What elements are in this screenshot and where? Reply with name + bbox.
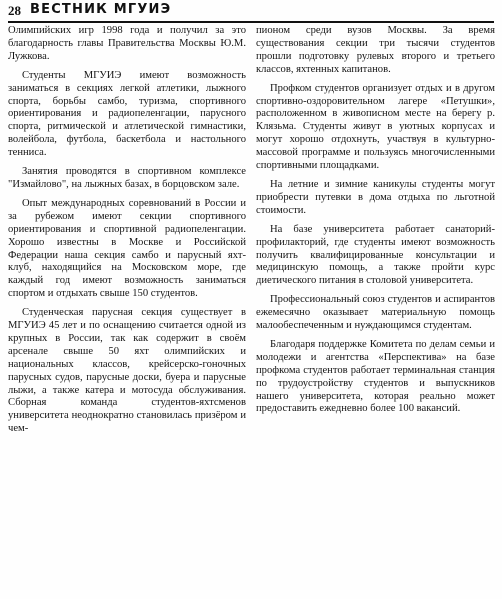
paragraph: пионом среди вузов Москвы. За время существования секции три тысячи студентов прошли подготовку рулевых второго и третьего классов, яхтенных капитанов. xyxy=(256,25,495,75)
paragraph: Студенты МГУИЭ имеют возможность заниматься в секциях легкой атлетики, лыжного спорта, борьбы самбо, туризма, спортивного ориентирования и радиопеленгации, парусного спорта, ритмической и атлетической гимнастики, волейбола, футбола, баскетбола и настольного тенниса. xyxy=(8,69,246,159)
paragraph: На базе университета работает санаторий-профилакторий, где студенты имеют возможность получить квалифицированные консультации и медицинскую помощь, а также пройти курс диетического питания в столовой университета. xyxy=(256,223,495,287)
paragraph: Олимпийских игр 1998 года и получил за это благодарность главы Правительства Москвы Ю.М. Лужкова. xyxy=(8,25,246,62)
paragraph: Занятия проводятся в спортивном комплексе "Измайлово", на лыжных базах, в борцовском зале. xyxy=(8,166,246,190)
paragraph: На летние и зимние каникулы студенты могут приобрести путевки в дома отдыха по льготной стоимости. xyxy=(256,178,495,216)
page-header xyxy=(8,3,494,23)
paragraph: Благодаря поддержке Комитета по делам семьи и молодежи и агентства «Перспектива» на базе профкома студентов работает терминальная станция по трудоустройству студентов и выпускников нашего университета, которая реально может предоставить ежедневно более 100 вакансий. xyxy=(256,338,495,415)
paragraph: Студенческая парусная секция существует в МГУИЭ 45 лет и по оснащению считается одной из крупных в России, так как содержит в своём арсенале свыше 50 яхт олимпийских и национальных классов, крейсерско-гоночных парусных судов, парусные доски, буера и парусные лыжи, а также катера и мотосуда обслуживания. Сборная команда студентов-яхтсменов университета неоднократно становилась призёром и чем- xyxy=(8,307,246,435)
left-column xyxy=(8,25,246,442)
page-number: 28 xyxy=(8,3,21,18)
paragraph: Профком студентов организует отдых и в другом спортивно-оздоровительном лагере «Петушки», расположенном в живописном месте на берегу р. Клязьма. Студенты живут в уютных корпусах и могут хорошо отдохнуть, участвуя в культурно-массовой программе и пользуясь многочисленными спортивными площадками. xyxy=(256,82,495,172)
journal-title: ВЕСТНИК МГУИЭ xyxy=(30,2,172,17)
right-column xyxy=(256,25,495,422)
paragraph: Опыт международных соревнований в России и за рубежом имеют секции спортивного ориентирования и спортивной радиопеленгации. Хорошо известны в Москве и Российской Федерации наша секция самбо и парусный яхт-клуб, находящийся на Московском море, где каждый год имеют возможность заниматься спортом и отдыхать свыше 150 студентов. xyxy=(8,197,246,300)
paragraph: Профессиональный союз студентов и аспирантов ежемесячно оказывает материальную помощь малообеспеченным и нуждающимся студентам. xyxy=(256,294,495,332)
